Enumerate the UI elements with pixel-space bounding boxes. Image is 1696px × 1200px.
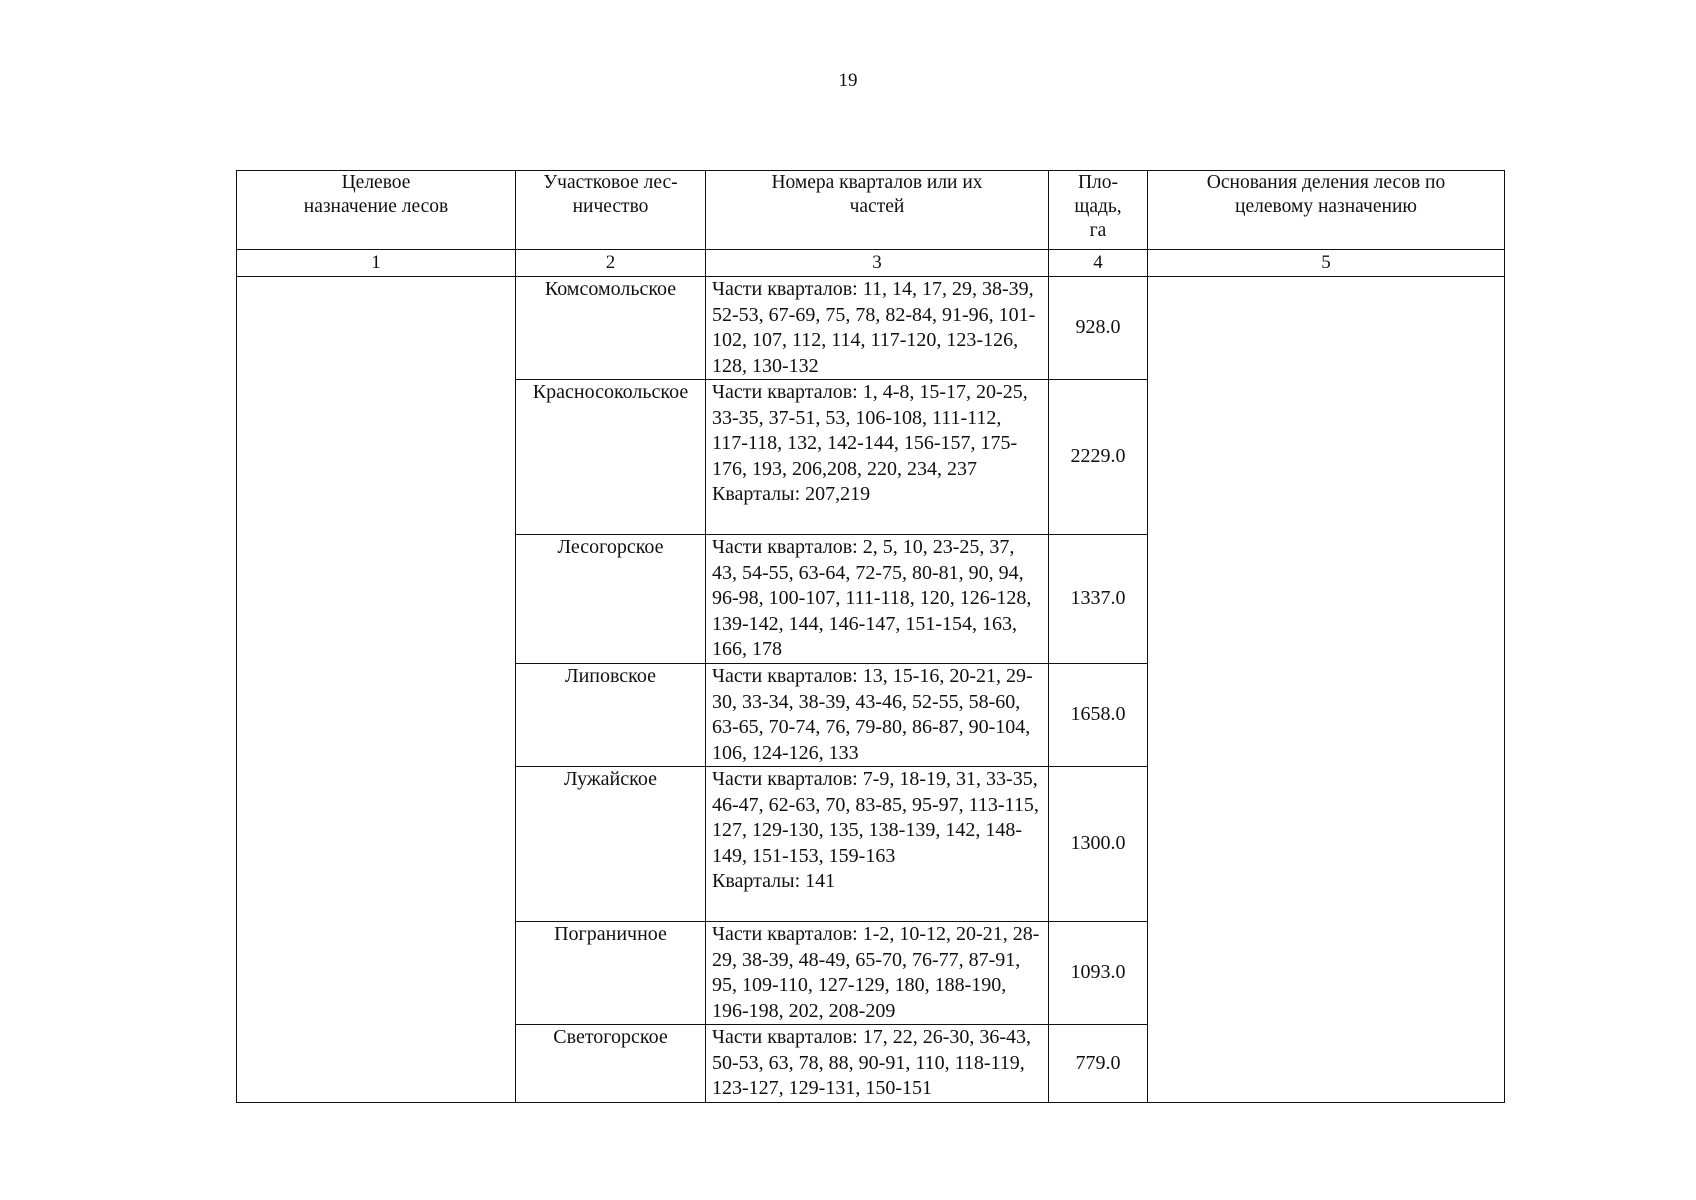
- quarters-cell: [706, 380, 1049, 535]
- column-number: 2: [516, 250, 706, 277]
- district-cell: Лесогорское: [516, 535, 706, 664]
- column-number: 3: [706, 250, 1049, 277]
- quarters-cell: [706, 922, 1049, 1025]
- basis-cell: [1148, 277, 1505, 1103]
- area-cell: 1093.0: [1049, 922, 1148, 1025]
- quarters-cell: [706, 277, 1049, 380]
- page-number: 19: [838, 70, 858, 91]
- quarters-text: Части кварталов: 7-9, 18-19, 31, 33-35, 46-47, 62-63, 70, 83-85, 95-97, 113-115, 127, 129-130, 135, 138-139, 142, 148-149, 151-153, 159-163: [712, 768, 1039, 867]
- quarters-cell: [706, 664, 1049, 767]
- column-number-row: [237, 250, 1505, 277]
- quarters-text: Части кварталов: 11, 14, 17, 29, 38-39, 52-53, 67-69, 75, 78, 82-84, 91-96, 101-102, 107, 112, 114, 117-120, 123-126, 128, 130-132: [712, 278, 1036, 377]
- table-header-row: [237, 171, 1505, 250]
- district-cell: Комсомольское: [516, 277, 706, 380]
- district-cell: Красносокольское: [516, 380, 706, 535]
- header-district: Участковое лес-ничество: [516, 171, 706, 250]
- area-cell: 1658.0: [1049, 664, 1148, 767]
- forest-purpose-table: [236, 170, 1505, 1103]
- header-area: Пло-щадь, га: [1049, 171, 1148, 250]
- quarters-extra-text: Кварталы: 141: [712, 870, 836, 892]
- column-number: 5: [1148, 250, 1505, 277]
- column-number: 4: [1049, 250, 1148, 277]
- area-cell: 1337.0: [1049, 535, 1148, 664]
- area-cell: 2229.0: [1049, 380, 1148, 535]
- quarters-extra-text: Кварталы: 207,219: [712, 483, 871, 505]
- district-cell: Пограничное: [516, 922, 706, 1025]
- quarters-text: Части кварталов: 13, 15-16, 20-21, 29-30, 33-34, 38-39, 43-46, 52-55, 58-60, 63-65, 70-74, 76, 79-80, 86-87, 90-104, 106, 124-126, 133: [712, 665, 1033, 764]
- header-quarters: Номера кварталов или их частей: [706, 171, 1049, 250]
- header-purpose: Целевое назначение лесов: [237, 171, 516, 250]
- quarters-cell: [706, 535, 1049, 664]
- district-cell: Липовское: [516, 664, 706, 767]
- area-cell: 1300.0: [1049, 767, 1148, 922]
- quarters-text: Части кварталов: 2, 5, 10, 23-25, 37, 43, 54-55, 63-64, 72-75, 80-81, 90, 94, 96-98, 100-107, 111-118, 120, 126-128, 139-142, 144, 146-147, 151-154, 163, 166, 178: [712, 536, 1032, 660]
- header-basis: Основания деления лесов по целевому назначению: [1148, 171, 1505, 250]
- district-cell: Светогорское: [516, 1025, 706, 1103]
- column-number: 1: [237, 250, 516, 277]
- area-cell: 779.0: [1049, 1025, 1148, 1103]
- district-cell: Лужайское: [516, 767, 706, 922]
- area-cell: 928.0: [1049, 277, 1148, 380]
- quarters-cell: [706, 1025, 1049, 1103]
- table-row: [237, 277, 1505, 380]
- purpose-cell: [237, 277, 516, 1103]
- quarters-text: Части кварталов: 1-2, 10-12, 20-21, 28-29, 38-39, 48-49, 65-70, 76-77, 87-91, 95, 109-110, 127-129, 180, 188-190, 196-198, 202, 208-209: [712, 923, 1040, 1022]
- quarters-text: Части кварталов: 1, 4-8, 15-17, 20-25, 33-35, 37-51, 53, 106-108, 111-112, 117-118, 132, 142-144, 156-157, 175-176, 193, 206,208, 220, 234, 237: [712, 381, 1028, 480]
- quarters-text: Части кварталов: 17, 22, 26-30, 36-43, 50-53, 63, 78, 88, 90-91, 110, 118-119, 123-127, 129-131, 150-151: [712, 1026, 1032, 1099]
- quarters-cell: [706, 767, 1049, 922]
